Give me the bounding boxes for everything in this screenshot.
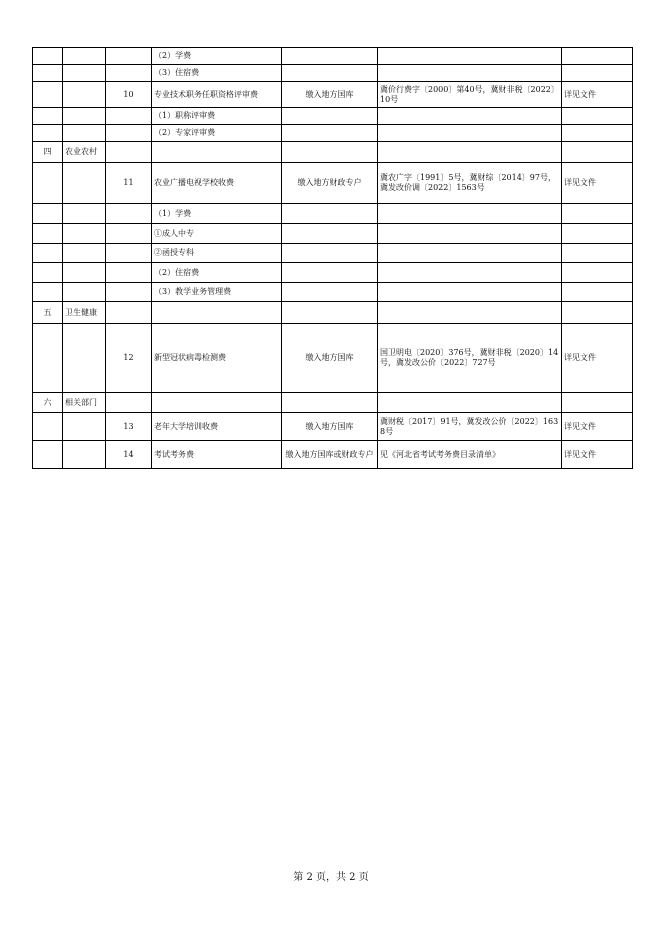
- table-row: [33, 48, 633, 65]
- policy-basis-cell: 冀农广字〔1991〕5号，冀财综〔2014〕97号，冀发改价调〔2022〕1563号: [378, 163, 562, 204]
- item-number-cell: [106, 302, 152, 324]
- item-name-cell: 专业技术职务任职资格评审费: [152, 82, 282, 108]
- fund-destination-cell: [282, 65, 378, 82]
- item-name-cell: （1）职称评审费: [152, 108, 282, 125]
- fund-destination-cell: [282, 263, 378, 283]
- item-name-cell: [152, 393, 282, 413]
- category-number-cell: [33, 283, 63, 302]
- category-number-cell: [33, 204, 63, 224]
- remarks-cell: [562, 108, 633, 125]
- item-number-cell: [106, 244, 152, 263]
- table-row: [33, 65, 633, 82]
- category-name-cell: [63, 48, 106, 65]
- item-name-cell: （2）住宿费: [152, 263, 282, 283]
- item-number-cell: [106, 283, 152, 302]
- table-row: [33, 244, 633, 263]
- remarks-cell: [562, 125, 633, 142]
- table-row: [33, 142, 633, 163]
- policy-basis-cell: 冀价行费字〔2000〕第40号，冀财非税〔2022〕10号: [378, 82, 562, 108]
- item-number-cell: [106, 224, 152, 244]
- policy-basis-cell: 冀财税〔2017〕91号，冀发改公价〔2022〕1638号: [378, 413, 562, 441]
- table-row: [33, 125, 633, 142]
- category-number-cell: [33, 324, 63, 393]
- remarks-cell: 详见文件: [562, 324, 633, 393]
- category-name-cell: [63, 441, 106, 469]
- policy-basis-cell: [378, 263, 562, 283]
- remarks-cell: 详见文件: [562, 441, 633, 469]
- remarks-cell: [562, 204, 633, 224]
- fund-destination-cell: [282, 108, 378, 125]
- category-name-cell: 卫生健康: [63, 302, 106, 324]
- remarks-cell: [562, 142, 633, 163]
- category-number-cell: [33, 163, 63, 204]
- category-number-cell: [33, 244, 63, 263]
- category-number-cell: [33, 413, 63, 441]
- category-number-cell: 六: [33, 393, 63, 413]
- item-number-cell: [106, 393, 152, 413]
- category-number-cell: 五: [33, 302, 63, 324]
- category-number-cell: [33, 263, 63, 283]
- policy-basis-cell: [378, 244, 562, 263]
- category-name-cell: 相关部门: [63, 393, 106, 413]
- fund-destination-cell: [282, 204, 378, 224]
- item-number-cell: [106, 48, 152, 65]
- fund-destination-cell: 缴入地方财政专户: [282, 163, 378, 204]
- remarks-cell: [562, 48, 633, 65]
- fund-destination-cell: [282, 302, 378, 324]
- category-name-cell: [63, 224, 106, 244]
- table-row: [33, 204, 633, 224]
- fund-destination-cell: 缴入地方国库: [282, 413, 378, 441]
- remarks-cell: 详见文件: [562, 413, 633, 441]
- category-name-cell: [63, 65, 106, 82]
- category-name-cell: [63, 244, 106, 263]
- fund-destination-cell: [282, 142, 378, 163]
- category-name-cell: 农业农村: [63, 142, 106, 163]
- policy-basis-cell: [378, 125, 562, 142]
- category-number-cell: [33, 48, 63, 65]
- item-name-cell: 考试考务费: [152, 441, 282, 469]
- category-name-cell: [63, 163, 106, 204]
- category-name-cell: [63, 204, 106, 224]
- fund-destination-cell: [282, 224, 378, 244]
- policy-basis-cell: [378, 108, 562, 125]
- item-number-cell: [106, 108, 152, 125]
- policy-basis-cell: [378, 65, 562, 82]
- fund-destination-cell: 缴入地方国库: [282, 324, 378, 393]
- item-number-cell: [106, 125, 152, 142]
- table-row: [33, 163, 633, 204]
- fund-destination-cell: 缴入地方国库: [282, 82, 378, 108]
- table-row: [33, 302, 633, 324]
- category-number-cell: [33, 82, 63, 108]
- page-number-footer: 第 2 页，共 2 页: [293, 872, 369, 883]
- item-name-cell: （3）住宿费: [152, 65, 282, 82]
- table-row: [33, 263, 633, 283]
- policy-basis-cell: [378, 224, 562, 244]
- remarks-cell: 详见文件: [562, 163, 633, 204]
- policy-basis-cell: [378, 302, 562, 324]
- fund-destination-cell: [282, 244, 378, 263]
- policy-basis-cell: 见《河北省考试考务费目录清单》: [378, 441, 562, 469]
- item-number-cell: [106, 65, 152, 82]
- item-name-cell: 老年大学培训收费: [152, 413, 282, 441]
- item-name-cell: [152, 302, 282, 324]
- table-row: [33, 283, 633, 302]
- remarks-cell: [562, 224, 633, 244]
- item-name-cell: （1）学费: [152, 204, 282, 224]
- category-name-cell: [63, 82, 106, 108]
- item-name-cell: （3）教学业务管理费: [152, 283, 282, 302]
- item-name-cell: ①成人中专: [152, 224, 282, 244]
- table-row: [33, 324, 633, 393]
- item-number-cell: [106, 263, 152, 283]
- item-name-cell: [152, 142, 282, 163]
- category-number-cell: [33, 108, 63, 125]
- table-row: [33, 413, 633, 441]
- fund-destination-cell: [282, 48, 378, 65]
- fund-destination-cell: 缴入地方国库或财政专户: [282, 441, 378, 469]
- item-number-cell: 14: [106, 441, 152, 469]
- category-name-cell: [63, 413, 106, 441]
- category-number-cell: [33, 125, 63, 142]
- table-row: [33, 82, 633, 108]
- remarks-cell: [562, 263, 633, 283]
- remarks-cell: [562, 244, 633, 263]
- item-name-cell: ②函授专科: [152, 244, 282, 263]
- category-number-cell: [33, 65, 63, 82]
- category-name-cell: [63, 125, 106, 142]
- policy-basis-cell: [378, 393, 562, 413]
- remarks-cell: [562, 302, 633, 324]
- fund-destination-cell: [282, 283, 378, 302]
- item-name-cell: 农业广播电视学校收费: [152, 163, 282, 204]
- table-row: [33, 441, 633, 469]
- policy-basis-cell: 国卫明电〔2020〕376号，冀财非税〔2020〕14号，冀发改公价〔2022〕727号: [378, 324, 562, 393]
- table-row: [33, 108, 633, 125]
- category-number-cell: 四: [33, 142, 63, 163]
- table-row: [33, 224, 633, 244]
- table-row: [33, 393, 633, 413]
- category-name-cell: [63, 324, 106, 393]
- category-number-cell: [33, 224, 63, 244]
- fund-destination-cell: [282, 125, 378, 142]
- remarks-cell: 详见文件: [562, 82, 633, 108]
- remarks-cell: [562, 65, 633, 82]
- fee-table: [32, 47, 633, 469]
- item-number-cell: 10: [106, 82, 152, 108]
- item-number-cell: 12: [106, 324, 152, 393]
- fee-table-body: [33, 48, 633, 469]
- category-number-cell: [33, 441, 63, 469]
- policy-basis-cell: [378, 142, 562, 163]
- item-name-cell: （2）专家评审费: [152, 125, 282, 142]
- remarks-cell: [562, 283, 633, 302]
- policy-basis-cell: [378, 204, 562, 224]
- item-number-cell: 11: [106, 163, 152, 204]
- item-name-cell: （2）学费: [152, 48, 282, 65]
- category-name-cell: [63, 263, 106, 283]
- item-number-cell: [106, 142, 152, 163]
- category-name-cell: [63, 108, 106, 125]
- item-number-cell: [106, 204, 152, 224]
- category-name-cell: [63, 283, 106, 302]
- remarks-cell: [562, 393, 633, 413]
- policy-basis-cell: [378, 283, 562, 302]
- item-number-cell: 13: [106, 413, 152, 441]
- policy-basis-cell: [378, 48, 562, 65]
- item-name-cell: 新型冠状病毒检测费: [152, 324, 282, 393]
- fund-destination-cell: [282, 393, 378, 413]
